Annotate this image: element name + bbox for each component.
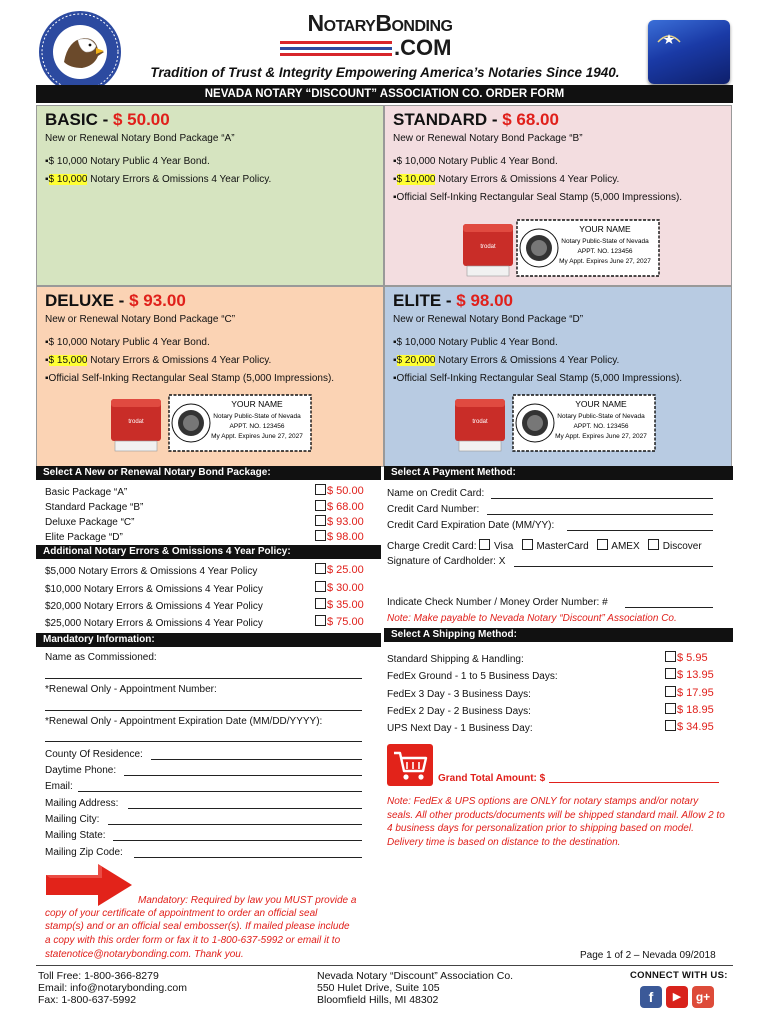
phone-field[interactable]: [124, 775, 362, 776]
package-bond-line: ▪$ 10,000 Notary Public 4 Year Bond.: [45, 337, 210, 348]
package-option-label: Elite Package “D”: [45, 532, 123, 543]
logo-com: .COM: [394, 35, 452, 60]
package-option-b[interactable]: $ 68.00: [315, 500, 364, 513]
youtube-icon[interactable]: ▶: [666, 986, 688, 1008]
form-title: NEVADA NOTARY “DISCOUNT” ASSOCIATION CO. ORDER FORM: [36, 85, 733, 103]
eagle-seal-icon: [38, 10, 122, 94]
notarybonding-logo: [280, 6, 480, 64]
package-standard: [384, 105, 732, 286]
package-stamp-line: ▪Official Self-Inking Rectangular Seal Stamp (5,000 Impressions).: [393, 192, 683, 203]
shipping-standard[interactable]: $ 5.95: [665, 651, 708, 664]
package-deluxe: [36, 286, 384, 467]
connect-label: CONNECT WITH US:: [630, 970, 728, 981]
footer-street: 550 Hulet Drive, Suite 105: [317, 982, 440, 994]
checkbox[interactable]: [665, 720, 676, 731]
shipping-option-label: UPS Next Day - 1 Business Day:: [387, 723, 533, 734]
footer-address: [317, 970, 513, 1006]
stamp-line2: APPT. NO. 123456: [577, 248, 633, 255]
zip-field[interactable]: [134, 857, 362, 858]
package-basic: [36, 105, 384, 286]
package-price: $ 98.00: [456, 291, 514, 310]
name-cc-label: Name on Credit Card:: [387, 488, 485, 499]
package-bond-line: ▪$ 10,000 Notary Public 4 Year Bond.: [45, 156, 210, 167]
page-info: Page 1 of 2 – Nevada 09/2018: [580, 950, 716, 961]
county-field[interactable]: [151, 759, 362, 760]
eo-option-label: $10,000 Notary Errors & Omissions 4 Year Policy: [45, 584, 263, 595]
checkbox[interactable]: [315, 500, 326, 511]
package-eo-line: ▪$ 10,000 Notary Errors & Omissions 4 Year Policy.: [393, 174, 620, 185]
shipping-option-label: FedEx Ground - 1 to 5 Business Days:: [387, 671, 558, 682]
footer-city: Bloomfield Hills, MI 48302: [317, 994, 439, 1006]
email-label: Email:: [45, 781, 73, 792]
stamp-line1: Notary Public-State of Nevada: [213, 413, 301, 420]
stamp-line3: My Appt. Expires June 27, 2027: [555, 433, 647, 440]
package-option-d[interactable]: $ 98.00: [315, 530, 364, 543]
footer-company: Nevada Notary “Discount” Association Co.: [317, 970, 514, 982]
city-field[interactable]: [108, 824, 362, 825]
eo-option-label: $20,000 Notary Errors & Omissions 4 Year Policy: [45, 601, 263, 612]
eo-option-25000[interactable]: $ 75.00: [315, 615, 364, 628]
facebook-icon[interactable]: f: [640, 986, 662, 1008]
eo-option-label: $25,000 Notary Errors & Omissions 4 Year Policy: [45, 618, 263, 629]
checkbox[interactable]: [315, 598, 326, 609]
check-label: Indicate Check Number / Money Order Number: #: [387, 597, 608, 608]
visa-checkbox[interactable]: [479, 539, 490, 550]
email-field[interactable]: [78, 791, 362, 792]
cc-exp-field[interactable]: [567, 530, 713, 531]
state-field[interactable]: [113, 840, 362, 841]
package-stamp-line: ▪Official Self-Inking Rectangular Seal Stamp (5,000 Impressions).: [393, 373, 683, 384]
stamp-body-label: trodat: [480, 244, 496, 250]
signature-label: Signature of Cardholder: X: [387, 556, 506, 567]
package-desc: New or Renewal Notary Bond Package “A”: [45, 133, 235, 144]
package-option-label: Standard Package “B”: [45, 502, 144, 513]
cc-number-label: Credit Card Number:: [387, 504, 480, 515]
package-desc: New or Renewal Notary Bond Package “B”: [393, 133, 583, 144]
appt-number-field[interactable]: [45, 710, 362, 711]
appt-exp-field[interactable]: [45, 741, 362, 742]
amex-checkbox[interactable]: [597, 539, 608, 550]
checkbox[interactable]: [315, 515, 326, 526]
stamp-line2: APPT. NO. 123456: [229, 423, 285, 430]
package-option-c[interactable]: $ 93.00: [315, 515, 364, 528]
checkbox[interactable]: [315, 615, 326, 626]
charge-cc-row: Charge Credit Card: Visa MasterCard AMEX Discover: [387, 541, 702, 552]
name-cc-field[interactable]: [491, 498, 713, 499]
checkbox[interactable]: [665, 668, 676, 679]
zip-label: Mailing Zip Code:: [45, 847, 123, 858]
eo-option-5000[interactable]: $ 25.00: [315, 563, 364, 576]
eo-option-label: $5,000 Notary Errors & Omissions 4 Year Policy: [45, 566, 258, 577]
footer-contact: [38, 970, 187, 1006]
eo-policy-bar: Additional Notary Errors & Omissions 4 Year Policy:: [36, 545, 381, 559]
package-option-label: Deluxe Package “C”: [45, 517, 135, 528]
checkbox[interactable]: [315, 484, 326, 495]
payment-bar: Select A Payment Method:: [384, 466, 733, 480]
state-label: Mailing State:: [45, 830, 106, 841]
shipping-option-label: FedEx 3 Day - 3 Business Days:: [387, 689, 531, 700]
package-price: $ 93.00: [129, 291, 186, 310]
stamp-line1: Notary Public-State of Nevada: [557, 413, 645, 420]
grand-total-label: Grand Total Amount: $: [438, 773, 546, 784]
checkbox[interactable]: [315, 563, 326, 574]
shipping-fedex-ground[interactable]: $ 13.95: [665, 668, 714, 681]
cc-exp-label: Credit Card Expiration Date (MM/YY):: [387, 520, 555, 531]
mandatory-note-line3: stamp(s) and or an official seal embosser(s). If mailed please include: [45, 921, 350, 932]
shopping-cart-icon: [387, 744, 433, 786]
stamp-name: YOUR NAME: [575, 399, 627, 409]
package-option-a[interactable]: $ 50.00: [315, 484, 364, 497]
package-eo-line: ▪$ 15,000 Notary Errors & Omissions 4 Year Policy.: [45, 355, 272, 366]
mastercard-checkbox[interactable]: [522, 539, 533, 550]
stamp-line1: Notary Public-State of Nevada: [561, 238, 649, 245]
stamp-name: YOUR NAME: [579, 224, 631, 234]
stamp-body-label: trodat: [128, 419, 144, 425]
appt-number-label: *Renewal Only - Appointment Number:: [45, 684, 217, 695]
address-label: Mailing Address:: [45, 798, 119, 809]
phone-label: Daytime Phone:: [45, 765, 117, 776]
package-title: BASIC - $ 50.00: [45, 110, 170, 129]
checkbox[interactable]: [665, 651, 676, 662]
package-eo-line: ▪$ 20,000 Notary Errors & Omissions 4 Year Policy.: [393, 355, 620, 366]
google-plus-icon[interactable]: g+: [692, 986, 714, 1008]
package-title: DELUXE - $ 93.00: [45, 291, 186, 310]
cc-number-field[interactable]: [487, 514, 713, 515]
name-commissioned-label: Name as Commissioned:: [45, 652, 157, 663]
name-commissioned-field[interactable]: [45, 678, 362, 679]
mandatory-note-line1: Mandatory: Required by law you MUST provide a: [138, 895, 357, 906]
mandatory-note-line5: statenotice@notarybonding.com. Thank you.: [45, 949, 244, 960]
check-note: Note: Make payable to Nevada Notary “Discount” Association Co.: [387, 613, 677, 624]
shipping-bar: Select A Shipping Method:: [384, 628, 733, 642]
package-option-label: Basic Package “A”: [45, 487, 128, 498]
shipping-option-label: Standard Shipping & Handling:: [387, 654, 524, 665]
address-field[interactable]: [128, 808, 362, 809]
seal-stamp-image: [105, 393, 319, 455]
check-field[interactable]: [625, 607, 713, 608]
package-title: ELITE - $ 98.00: [393, 291, 514, 310]
stamp-line2: APPT. NO. 123456: [573, 423, 629, 430]
signature-field[interactable]: [514, 566, 713, 567]
checkbox[interactable]: [315, 581, 326, 592]
mandatory-note-line4: a copy with this order form or fax it to 1-800-637-5992 or email it to: [45, 935, 341, 946]
footer-tollfree: Toll Free: 1-800-366-8279: [38, 970, 159, 982]
arrow-right-icon: [46, 864, 132, 906]
checkbox[interactable]: [665, 686, 676, 697]
checkbox[interactable]: [665, 703, 676, 714]
city-label: Mailing City:: [45, 814, 100, 825]
shipping-ups-nextday[interactable]: $ 34.95: [665, 720, 714, 733]
seal-stamp-image: [449, 393, 663, 455]
package-elite: [384, 286, 732, 467]
shipping-fedex-2day[interactable]: $ 18.95: [665, 703, 714, 716]
footer-divider: [36, 965, 733, 966]
mandatory-bar: Mandatory Information:: [36, 633, 381, 647]
stamp-body-label: trodat: [472, 419, 488, 425]
package-stamp-line: ▪Official Self-Inking Rectangular Seal Stamp (5,000 Impressions).: [45, 373, 335, 384]
logo-word: NotaryBonding: [307, 10, 453, 36]
footer-email[interactable]: Email: info@notarybonding.com: [38, 982, 187, 994]
stamp-name: YOUR NAME: [231, 399, 283, 409]
package-price: $ 50.00: [113, 110, 170, 129]
eo-option-20000[interactable]: $ 35.00: [315, 598, 364, 611]
shipping-fedex-3day[interactable]: $ 17.95: [665, 686, 714, 699]
package-bond-line: ▪$ 10,000 Notary Public 4 Year Bond.: [393, 337, 558, 348]
select-package-bar: Select A New or Renewal Notary Bond Package:: [36, 466, 381, 480]
stamp-line3: My Appt. Expires June 27, 2027: [211, 433, 303, 440]
eo-option-10000[interactable]: $ 30.00: [315, 581, 364, 594]
shipping-option-label: FedEx 2 Day - 2 Business Days:: [387, 706, 531, 717]
mandatory-note-line2: copy of your certificate of appointment to order an official seal: [45, 908, 318, 919]
county-label: County Of Residence:: [45, 749, 143, 760]
footer-fax: Fax: 1-800-637-5992: [38, 994, 137, 1006]
package-bond-line: ▪$ 10,000 Notary Public 4 Year Bond.: [393, 156, 558, 167]
package-eo-line: ▪$ 10,000 Notary Errors & Omissions 4 Year Policy.: [45, 174, 272, 185]
logo-stripes: [280, 40, 392, 58]
tagline: Tradition of Trust & Integrity Empowering America’s Notaries Since 1940.: [150, 65, 620, 80]
shipping-note: Note: FedEx & UPS options are ONLY for notary stamps and/or notary seals. All other products/documents will be shipped standard mail. Allow 2 to 4 business days for personalization prior to shipping based on model. Delivery time is based on distance to the destination.: [387, 796, 725, 848]
package-price: $ 68.00: [502, 110, 559, 129]
appt-exp-label: *Renewal Only - Appointment Expiration Date (MM/DD/YYYY):: [45, 716, 323, 727]
checkbox[interactable]: [315, 530, 326, 541]
discover-checkbox[interactable]: [648, 539, 659, 550]
grand-total-field[interactable]: [549, 782, 719, 783]
package-desc: New or Renewal Notary Bond Package “C”: [45, 314, 236, 325]
package-desc: New or Renewal Notary Bond Package “D”: [393, 314, 584, 325]
package-title: STANDARD - $ 68.00: [393, 110, 559, 129]
seal-stamp-image: [457, 218, 667, 280]
stamp-line3: My Appt. Expires June 27, 2027: [559, 258, 651, 265]
